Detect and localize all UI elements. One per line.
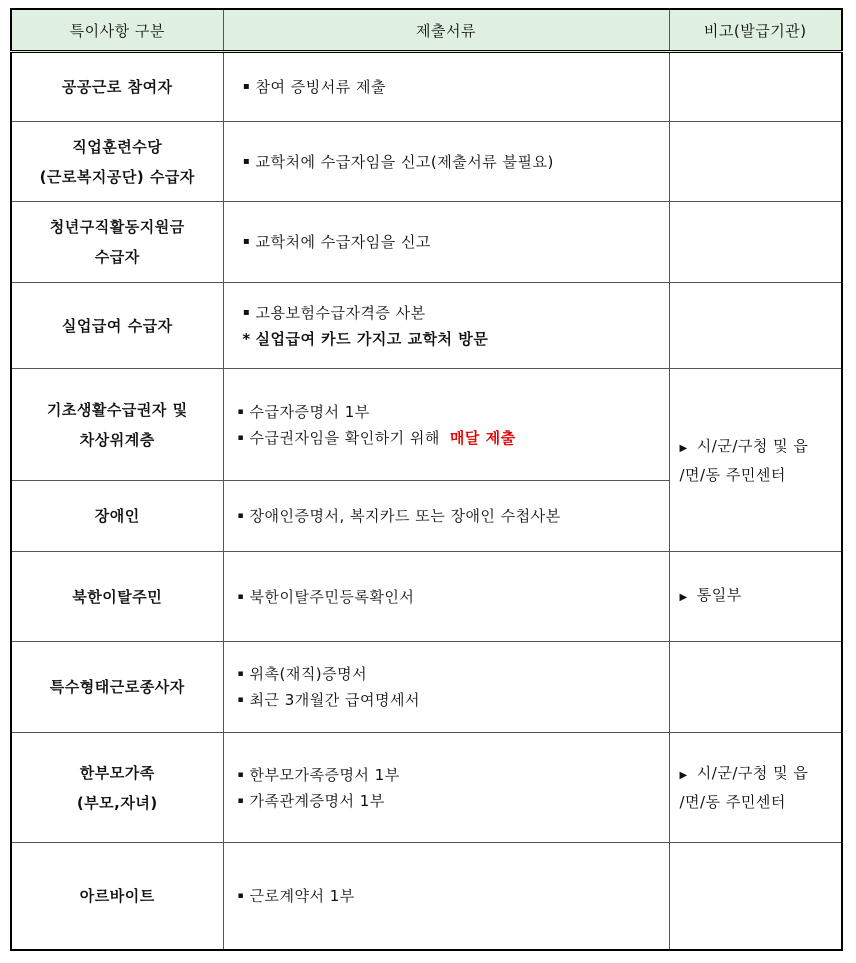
document-item [238,74,669,100]
category-line: 직업훈련수당 [72,137,163,156]
square-bullet-icon [238,229,256,255]
document-table [10,8,843,951]
document-text: 위촉(재직)증명서 [249,665,368,683]
asterisk-icon: * [242,329,251,348]
table-row [11,202,842,283]
document-text: 장애인증명서, 복지카드 또는 장애인 수첩사본 [249,507,561,525]
document-text: 수급권자임을 확인하기 위해 [249,428,440,447]
document-item [238,584,669,610]
category-line: 실업급여 수급자 [61,316,173,335]
square-bullet-icon [238,687,250,713]
category-cell [11,552,223,642]
document-text: 수급자증명서 1부 [249,402,370,421]
square-bullet-icon [238,584,250,610]
note-cell-shared [669,369,842,552]
category-line: 장애인 [94,507,140,525]
document-text: 실업급여 카드 가지고 교학처 방문 [255,329,489,348]
document-item [238,883,669,909]
category-cell [11,202,223,283]
table-row [11,52,842,122]
category-line: 기초생활수급권자 및 [46,400,188,419]
document-item [238,149,669,175]
documents-cell [223,642,669,733]
table-row [11,369,842,481]
note-cell [669,202,842,283]
document-item [238,661,669,687]
documents-cell [223,481,669,552]
documents-cell [223,369,669,481]
monthly-submit-highlight: 매달 제출 [449,428,516,447]
documents-cell [223,283,669,369]
category-cell [11,642,223,733]
document-item [238,503,669,529]
category-cell [11,481,223,552]
note-text: 통일부 [696,586,742,604]
category-line: 북한이탈주민 [72,587,163,606]
note-cell [669,122,842,202]
header-note: 비고(발급기관) [669,9,842,52]
table-row [11,733,842,843]
note-line: /면/동 주민센터 [679,465,786,484]
table-row [11,642,842,733]
documents-cell [223,733,669,843]
note-text: 시/군/구청 및 읍 [696,436,809,455]
category-cell [11,122,223,202]
document-item [238,229,669,255]
document-item [238,399,669,425]
table-row [11,283,842,369]
category-line: 차상위계층 [79,430,155,449]
document-item [238,425,669,451]
square-bullet-icon [238,149,256,175]
category-line: 청년구직활동지원금 [49,218,185,236]
category-cell [11,283,223,369]
square-bullet-icon [238,788,250,814]
category-line: (근로복지공단) 수급자 [39,167,195,186]
triangle-right-icon: ▶ [679,442,688,454]
note-cell [669,843,842,950]
note-text: 시/군/구청 및 읍 [696,764,809,782]
document-text: 참여 증빙서류 제출 [255,78,386,96]
note-line [680,760,842,789]
square-bullet-icon [238,661,250,687]
table-row [11,843,842,950]
document-text: 가족관계증명서 1부 [249,791,385,810]
document-star-note [238,326,669,352]
category-line: 한부모가족 [79,763,155,782]
note-cell [669,52,842,122]
category-cell [11,843,223,950]
triangle-right-icon: ▶ [679,592,688,603]
triangle-right-icon: ▶ [679,770,688,781]
header-category: 특이사항 구분 [11,9,223,52]
documents-cell [223,52,669,122]
square-bullet-icon [238,883,250,909]
square-bullet-icon [238,762,250,788]
square-bullet-icon [238,74,256,100]
document-item [238,687,669,713]
note-cell [669,283,842,369]
document-text: 북한이탈주민등록확인서 [249,587,415,606]
note-cell [669,552,842,642]
note-line [680,433,842,462]
category-line: (부모,자녀) [76,793,158,812]
note-cell [669,733,842,843]
documents-cell [223,122,669,202]
note-line [680,582,842,611]
document-text: 근로계약서 1부 [249,886,355,905]
category-line: 특수형태근로종사자 [49,678,185,696]
square-bullet-icon [238,425,250,451]
documents-cell [223,552,669,642]
category-cell [11,52,223,122]
square-bullet-icon [238,300,256,326]
header-documents: 제출서류 [223,9,669,52]
document-text: 교학처에 수급자임을 신고 [255,233,431,251]
table-row [11,552,842,642]
square-bullet-icon [238,399,250,425]
documents-cell [223,843,669,950]
document-text: 한부모가족증명서 1부 [249,765,400,784]
table-row [11,122,842,202]
document-item [238,762,669,788]
category-line: 공공근로 참여자 [61,78,173,96]
square-bullet-icon [238,503,250,529]
document-text: 고용보험수급자격증 사본 [255,303,426,322]
category-line: 수급자 [94,248,140,266]
note-cell [669,642,842,733]
documents-cell [223,202,669,283]
note-line: /면/동 주민센터 [679,793,786,811]
category-cell [11,733,223,843]
document-item [238,300,669,326]
document-item [238,788,669,814]
document-text: 최근 3개월간 급여명세서 [249,691,420,709]
table-header [11,9,842,52]
category-line: 아르바이트 [79,886,155,905]
document-text: 교학처에 수급자임을 신고(제출서류 불필요) [255,152,554,171]
category-cell [11,369,223,481]
